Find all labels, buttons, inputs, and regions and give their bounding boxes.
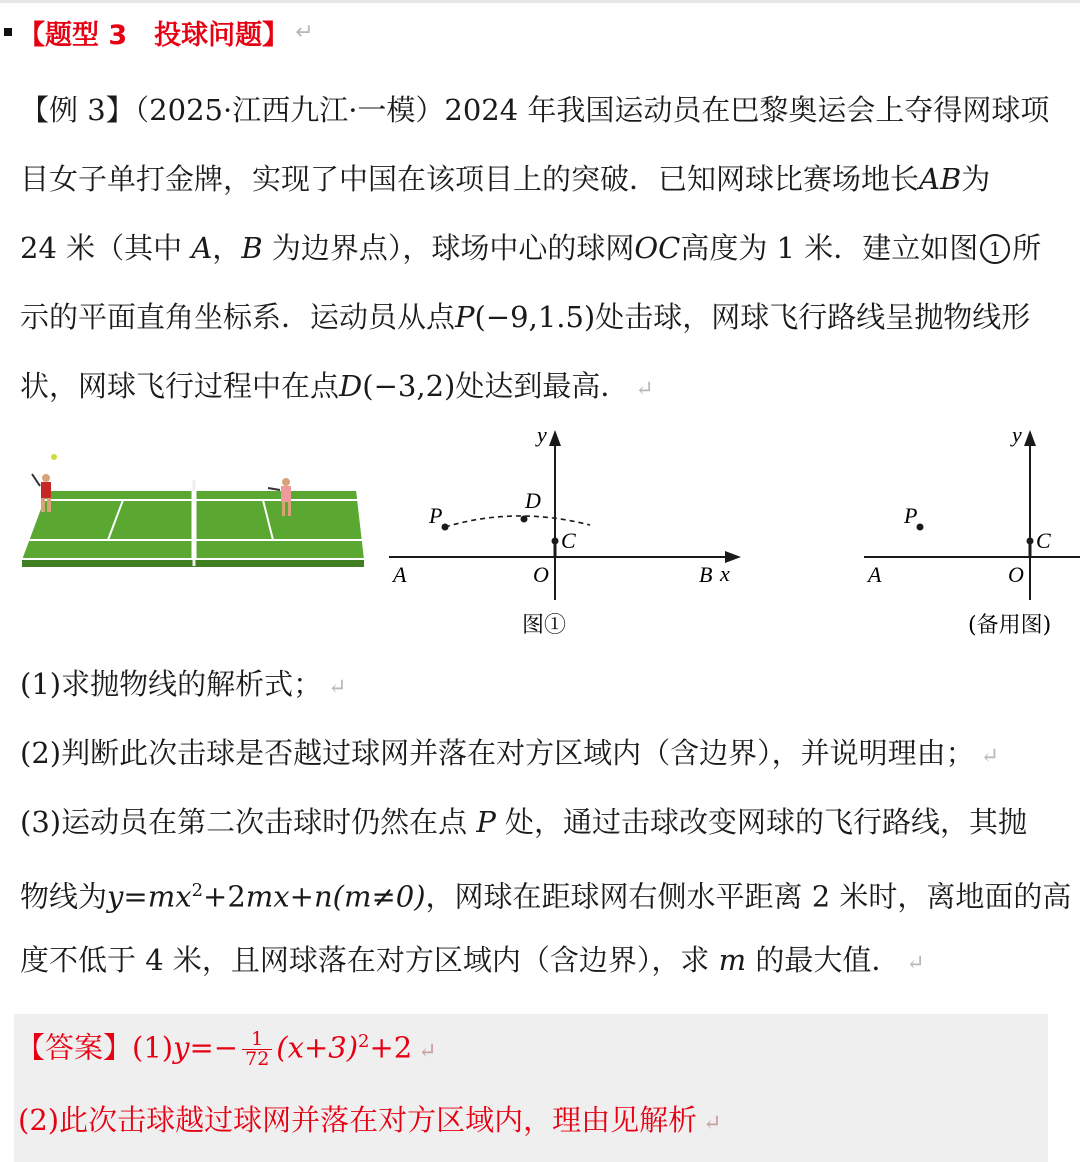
problem-text: ，	[212, 231, 242, 265]
question-text: (1)求抛物线的解析式；	[20, 667, 323, 701]
var-b: B	[241, 231, 263, 265]
question-text: 度不低于 4 米，且网球落在对方区域内（含边界），求	[20, 943, 719, 977]
problem-line-4	[20, 297, 1030, 337]
answer-var: y	[173, 1030, 190, 1065]
heading-text: 【题型 3 投球问题】	[18, 19, 290, 51]
section-heading	[0, 12, 314, 52]
figure-ref-badge: 1	[980, 234, 1010, 264]
problem-text: 【例 3】（2025·江西九江·一模）2024 年我国运动员在巴黎奥运会上夺得网球项	[20, 93, 1050, 127]
label-o: O	[533, 562, 549, 587]
problem-text: 高度为 1 米．建立如图	[680, 231, 979, 265]
paragraph-mark-icon: ↵	[703, 1111, 722, 1136]
equation-condition: (m≠0)	[332, 879, 426, 914]
equation-part: mx	[245, 879, 290, 914]
figure-2-caption: (备用图)	[968, 613, 1052, 638]
answer-fraction	[242, 1030, 272, 1069]
point-p	[917, 524, 924, 531]
paragraph-mark-icon: ↵	[906, 951, 925, 976]
coord-d: (−3,2)	[362, 369, 456, 403]
exponent: 2	[358, 1031, 370, 1052]
label-b: B	[699, 562, 713, 587]
label-a: A	[393, 562, 407, 587]
point-d	[521, 516, 528, 523]
bullet-icon	[4, 28, 12, 36]
answer-label: 【答案】	[16, 1030, 133, 1065]
problem-line-3	[20, 228, 1041, 268]
answer-text: (2)此次击球越过球网并落在对方区域内，理由见解析	[18, 1103, 698, 1137]
var-a: A	[191, 231, 213, 265]
answer-line-2	[18, 1100, 722, 1144]
figure-2-coordinate-plane	[860, 420, 1080, 650]
question-3-line-3	[20, 940, 925, 984]
label-y: y	[537, 422, 547, 447]
label-x: x	[720, 561, 730, 586]
paragraph-mark-icon: ↵	[295, 19, 314, 45]
paragraph-mark-icon: ↵	[328, 675, 347, 700]
paragraph-mark-icon: ↵	[980, 744, 1000, 769]
question-3-line-1	[20, 802, 1027, 842]
question-text: (2)判断此次击球是否越过球网并落在对方区域内（含边界），并说明理由；	[20, 736, 975, 770]
equation-part: +2	[203, 879, 246, 914]
label-p: P	[904, 503, 918, 528]
question-2	[20, 733, 999, 777]
problem-text: 示的平面直角坐标系．运动员从点	[20, 300, 456, 334]
problem-line-2	[20, 159, 990, 199]
fraction-denominator: 72	[245, 1048, 270, 1071]
problem-text: 24 米（其中	[20, 231, 192, 265]
var-ab: AB	[919, 162, 962, 196]
problem-text: 目女子单打金牌，实现了中国在该项目上的突破．已知网球比赛场地长	[20, 162, 920, 196]
var-d: D	[339, 369, 363, 403]
var-p: P	[455, 300, 475, 334]
label-d: D	[525, 488, 541, 513]
question-1	[20, 664, 347, 708]
answer-line-1	[16, 1022, 437, 1072]
var-p: P	[476, 805, 496, 839]
label-y: y	[1012, 422, 1022, 447]
problem-text: 所	[1012, 231, 1042, 265]
point-c	[552, 538, 559, 545]
problem-line-5	[20, 366, 654, 410]
fraction-numerator: 1	[242, 1030, 272, 1050]
trajectory-curve	[445, 516, 590, 527]
coord-p: (−9,1.5)	[474, 300, 596, 334]
figure-1-coordinate-plane	[385, 420, 750, 650]
answer-box	[14, 1014, 1048, 1162]
point-c	[1027, 538, 1034, 545]
question-text: 处，通过击球改变网球的飞行路线，其抛	[495, 805, 1028, 839]
var-m: m	[718, 943, 747, 977]
label-p: P	[429, 503, 443, 528]
answer-text: (1)	[132, 1030, 174, 1065]
paragraph-mark-icon: ↵	[418, 1038, 437, 1064]
y-axis-arrow-icon	[1024, 430, 1036, 446]
label-o: O	[1008, 562, 1024, 587]
equation-part: n	[313, 879, 333, 914]
equation-part: +	[289, 879, 314, 914]
answer-text: =−	[189, 1030, 239, 1065]
paragraph-mark-icon: ↵	[635, 377, 654, 402]
player-left-icon	[32, 474, 51, 512]
label-c: C	[1036, 528, 1051, 553]
problem-text: 处击球，网球飞行路线呈抛物线形	[595, 300, 1031, 334]
point-p	[442, 524, 449, 531]
question-text: (3)运动员在第二次击球时仍然在点	[20, 805, 477, 839]
y-axis-arrow-icon	[549, 430, 561, 446]
problem-text: 处达到最高．	[455, 369, 630, 403]
exponent: 2	[191, 880, 204, 901]
equation-part: y=mx	[107, 879, 192, 914]
figure-1-caption: 图①	[522, 613, 567, 638]
answer-text: +2	[369, 1030, 413, 1065]
top-border	[0, 0, 1080, 3]
problem-text: 状，网球飞行过程中在点	[20, 369, 340, 403]
question-3-line-2	[20, 871, 1071, 917]
answer-text: (x+3)	[276, 1030, 359, 1065]
problem-text: 为	[961, 162, 991, 196]
ball-icon	[51, 454, 57, 460]
problem-line-1	[20, 90, 1049, 130]
question-text: 的最大值．	[746, 943, 901, 977]
problem-text: 为边界点），球场中心的球网	[262, 231, 635, 265]
var-oc: OC	[634, 231, 681, 265]
question-text: ，网球在距球网右侧水平距离 2 米时，离地面的高	[425, 879, 1072, 914]
question-text: 物线为	[20, 879, 108, 914]
label-c: C	[561, 528, 576, 553]
label-a: A	[868, 562, 882, 587]
tennis-court-illustration	[18, 440, 368, 580]
